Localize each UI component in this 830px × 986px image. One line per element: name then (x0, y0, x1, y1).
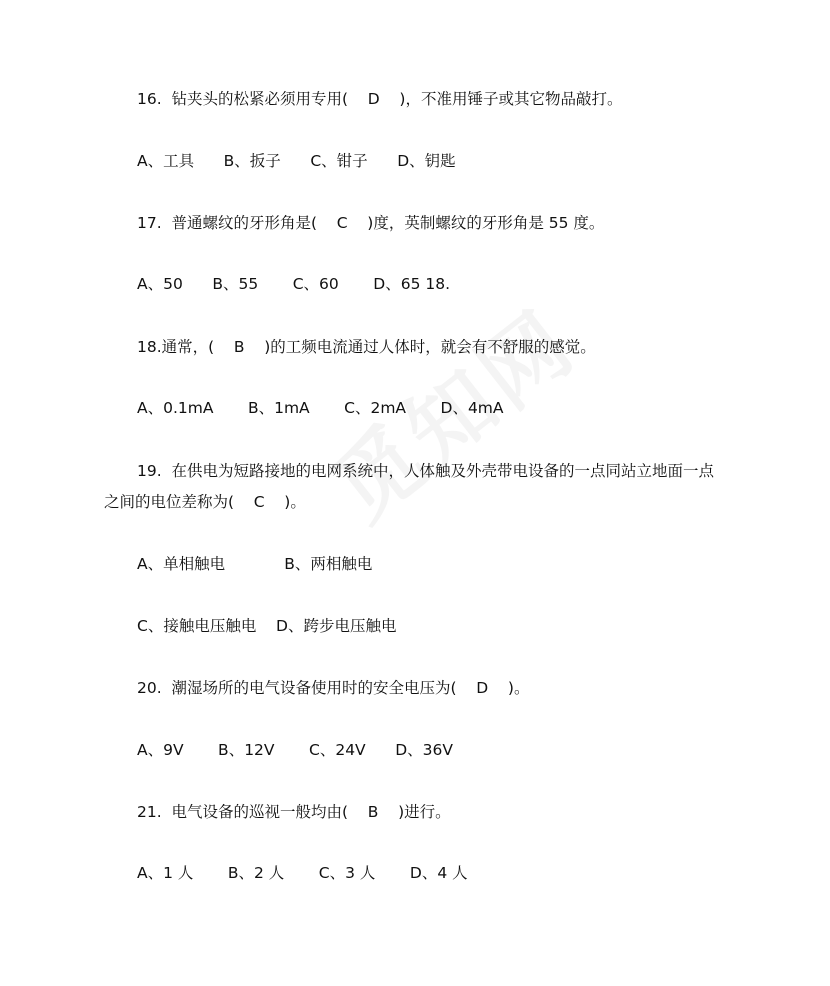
question-19-stem-continued: 之间的电位差称为( C )。 (104, 493, 306, 511)
question-18-options: A、0.1mA B、1mA C、2mA D、4mA (137, 399, 504, 417)
question-21-stem: 21. 电气设备的巡视一般均由( B )进行。 (137, 803, 451, 821)
question-16-options: A、工具 B、扳子 C、钳子 D、钥匙 (137, 152, 456, 170)
question-17-stem: 17. 普通螺纹的牙形角是( C )度，英制螺纹的牙形角是 55 度。 (137, 214, 605, 232)
question-21-options: A、1 人 B、2 人 C、3 人 D、4 人 (137, 864, 468, 882)
question-20-options: A、9V B、12V C、24V D、36V (137, 741, 453, 759)
question-20-stem: 20. 潮湿场所的电气设备使用时的安全电压为( D )。 (137, 679, 530, 697)
question-19-stem: 19. 在供电为短路接地的电网系统中，人体触及外壳带电设备的一点同站立地面一点 (137, 462, 715, 480)
question-18-stem: 18.通常，( B )的工频电流通过人体时，就会有不舒服的感觉。 (137, 338, 596, 356)
question-16-stem: 16. 钻夹头的松紧必须用专用( D )，不准用锤子或其它物品敲打。 (137, 90, 623, 108)
question-17-options: A、50 B、55 C、60 D、65 18. (137, 275, 451, 293)
question-19-options-row-1: A、单相触电 B、两相触电 (137, 555, 373, 573)
question-19-options-row-2: C、接触电压触电 D、跨步电压触电 (137, 617, 397, 635)
